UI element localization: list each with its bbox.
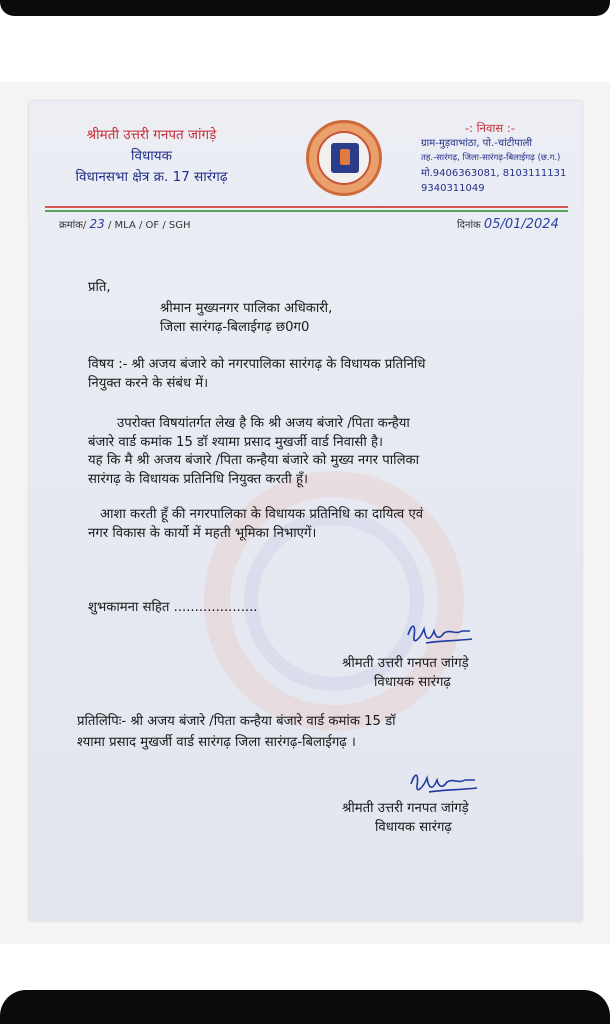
paragraph1-line-4: सारंगढ़ के विधायक प्रतिनिधि नियुक्त करती हूँ। <box>88 472 309 487</box>
addressee-line-1: श्रीमान मुख्यनगर पालिका अधिकारी, <box>160 301 333 316</box>
date-label: दिनांक <box>457 220 481 231</box>
viewer-bottom-bar <box>0 944 610 1024</box>
signature1-title: विधायक सारंगढ़ <box>374 675 451 690</box>
assembly-emblem <box>306 120 382 196</box>
emblem-icon <box>331 143 359 173</box>
mla-role: विधायक <box>131 148 172 164</box>
signature1-name: श्रीमती उत्तरी गनपत जांगड़े <box>342 656 469 671</box>
copy-line-2: श्यामा प्रसाद मुखर्जी वार्ड सारंगढ़ जिला सारंगढ़-बिलाईगढ़ । <box>77 735 356 750</box>
divider-green <box>45 210 568 212</box>
reference-handwritten: 23 <box>89 217 105 231</box>
reference-prefix: क्रमांक/ <box>59 220 87 231</box>
closing-dots: .................... <box>173 600 258 615</box>
paragraph2-line-1: आशा करती हूँ की नगरपालिका के विधायक प्रतिनिधि का दायित्व एवं <box>100 507 424 522</box>
copy-line-1: प्रतिलिपिः- श्री अजय बंजारे /पिता कन्हैया बंजारे वार्ड कमांक 15 डॉ <box>77 714 396 729</box>
phone-line-1: मो.9406363081, 8103111131 <box>421 168 567 179</box>
letterhead-right <box>421 121 581 196</box>
letter-date <box>457 217 559 232</box>
paragraph1-line-3: यह कि मै श्री अजय बंजारे /पिता कन्हैया बंजारे को मुख्य नगर पालिका <box>88 453 420 468</box>
closing <box>88 597 258 615</box>
addressee-line-2: जिला सारंगढ़-बिलाईगढ़ छ0ग0 <box>160 320 310 335</box>
paragraph2-line-2: नगर विकास के कार्यो में महती भूमिका निभाएगें। <box>88 526 317 541</box>
navigation-strip <box>0 990 610 1024</box>
paragraph1-line-1: उपरोक्त विषयांतर्गत लेख है कि श्री अजय बंजारे /पिता कन्हैया <box>117 416 410 431</box>
signature-1 <box>404 617 476 651</box>
constituency: विधानसभा क्षेत्र क्र. 17 सारंगढ़ <box>75 169 228 185</box>
subject-line-2: नियुक्त करने के संबंध में। <box>88 376 209 391</box>
date-handwritten: 05/01/2024 <box>483 217 559 232</box>
address-line-1: ग्राम-मुड़वाभांठा, पो.-चांटीपाली <box>421 138 532 149</box>
mla-name: श्रीमती उत्तरी गनपत जांगड़े <box>86 127 217 143</box>
divider-red <box>45 206 568 208</box>
prati: प्रति, <box>88 280 111 295</box>
signature2-name: श्रीमती उत्तरी गनपत जांगड़े <box>342 801 469 816</box>
address-line-2: तह.-सारंगढ़, जिला-सारंगढ़-बिलाईगढ़ (छ.ग.) <box>421 153 561 163</box>
viewer-top-bar <box>0 0 610 82</box>
status-strip <box>0 0 610 16</box>
phone-line-2: 9340311049 <box>421 183 485 194</box>
signature-2 <box>407 768 479 802</box>
reference-suffix: / MLA / OF / SGH <box>107 220 191 231</box>
signature2-title: विधायक सारंगढ़ <box>375 820 452 835</box>
subject-line-1: विषय :- श्री अजय बंजारे को नगरपालिका सारंगढ़ के विधायक प्रतिनिधि <box>88 357 426 372</box>
paragraph1-line-2: बंजारे वार्ड कमांक 15 डॉ श्यामा प्रसाद मुखर्जी वार्ड निवासी है। <box>88 435 383 450</box>
letter-page <box>29 101 582 921</box>
closing-text: शुभकामना सहित <box>88 600 170 615</box>
reference-number <box>59 217 190 231</box>
letterhead-left <box>59 125 244 188</box>
residence-title: -: निवास :- <box>465 121 515 135</box>
